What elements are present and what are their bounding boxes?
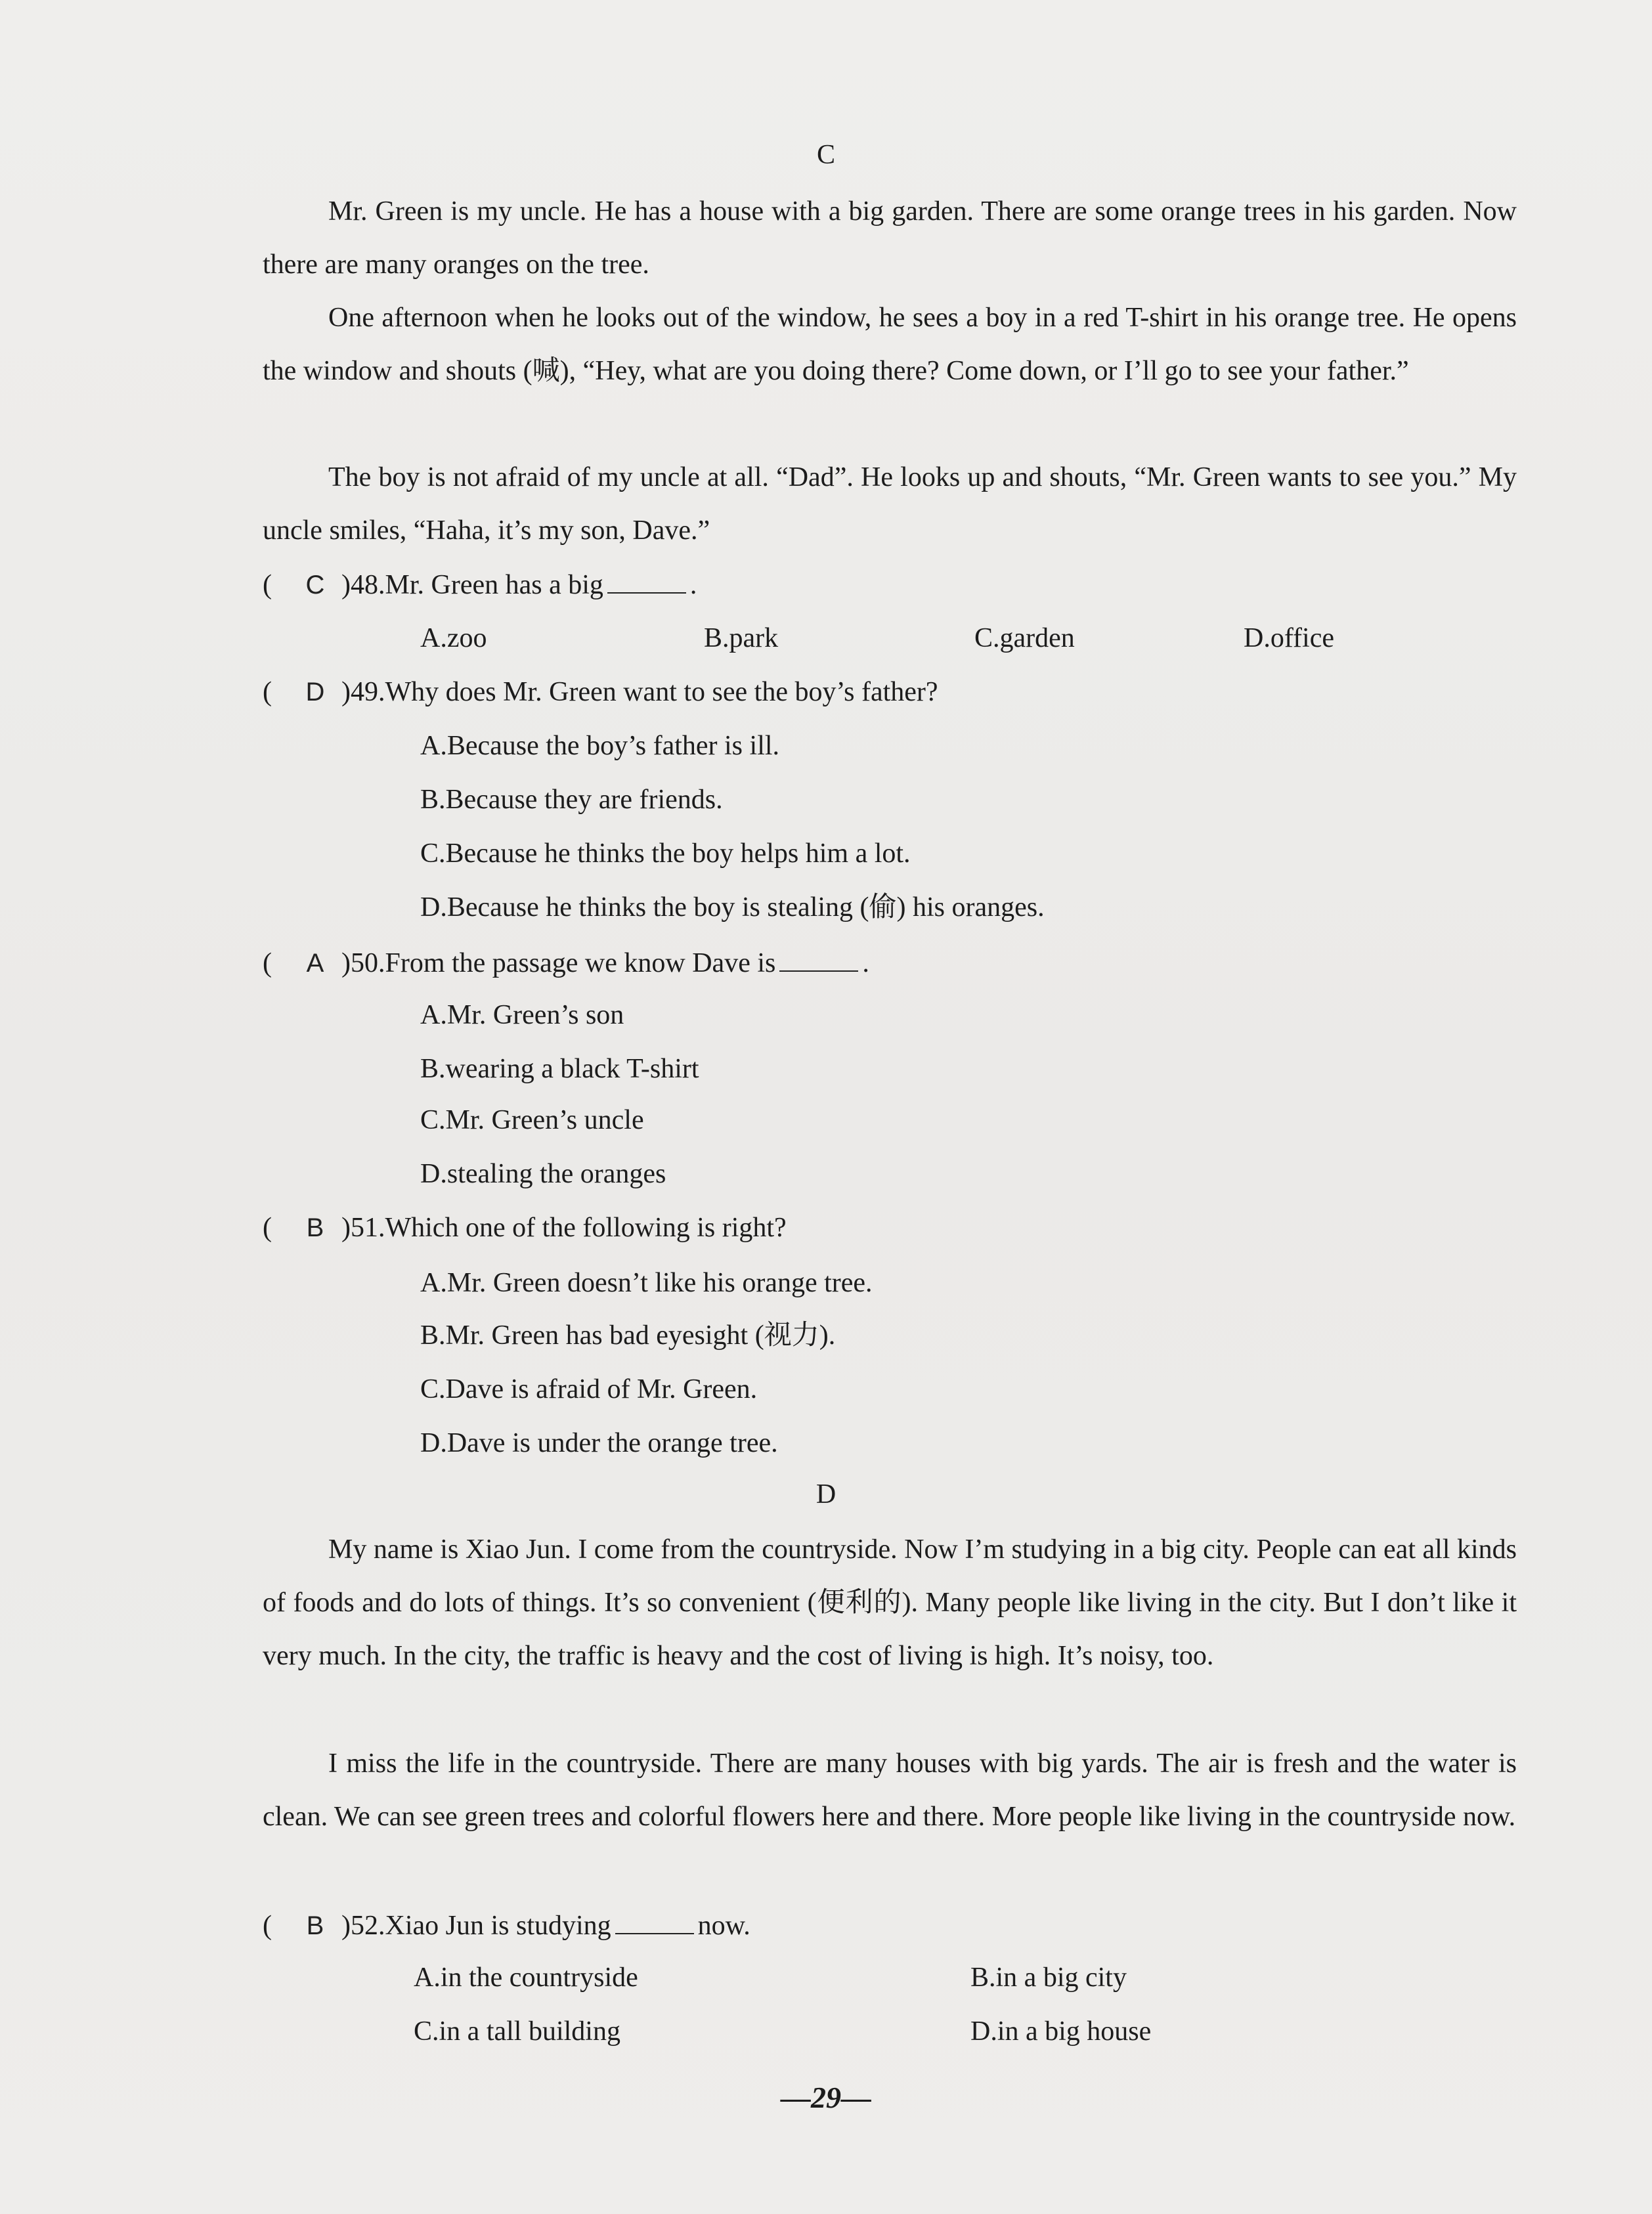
question-paren: ( — [263, 1213, 272, 1243]
answer-50: A — [306, 949, 324, 978]
option-48-c: C.garden — [974, 623, 1075, 653]
passage-c-paragraph-1: Mr. Green is my uncle. He has a house with a big garden. There are some orange trees in his garden. Now there are many oranges on the tree. — [263, 196, 1517, 280]
question-paren: ( — [263, 570, 272, 600]
passage-d-paragraph-2: I miss the life in the countryside. There are many houses with big yards. The air is fresh and the water is clean. We can see green trees and colorful flowers here and there. More people like living in the countryside now. — [263, 1748, 1517, 1832]
section-c-heading: C — [816, 140, 835, 170]
question-51-stem: )51.Which one of the following is right? — [341, 1213, 787, 1243]
question-48-stem: )48.Mr. Green has a big — [341, 570, 603, 600]
question-50-stem: )50.From the passage we know Dave is — [341, 948, 776, 978]
option-52-a: A.in the countryside — [414, 1963, 638, 1993]
option-50-d: D.stealing the oranges — [420, 1159, 666, 1189]
page-number: —29— — [781, 2081, 871, 2114]
passage-d-paragraph-1: My name is Xiao Jun. I come from the countryside. Now I’m studying in a big city. People can eat all kinds of foods and do lots of things. It’s so convenient (便利的). Many people like living in the city. But I don’t like it very much. In the city, the traffic is heavy and the cost of living is high. It’s noisy, too. — [263, 1534, 1517, 1671]
question-48-stem-end: . — [689, 570, 697, 600]
option-51-d: D.Dave is under the orange tree. — [420, 1428, 778, 1458]
answer-51: B — [306, 1213, 324, 1242]
question-paren: ( — [263, 677, 272, 707]
option-50-a: A.Mr. Green’s son — [420, 1000, 624, 1030]
option-52-d: D.in a big house — [970, 2016, 1152, 2047]
question-paren: ( — [263, 1911, 272, 1941]
option-50-b: B.wearing a black T-shirt — [420, 1054, 699, 1084]
option-49-c: C.Because he thinks the boy helps him a lot. — [420, 838, 911, 869]
section-d-heading: D — [815, 1479, 837, 1509]
question-52 — [263, 1904, 1517, 1943]
answer-52: B — [306, 1911, 324, 1940]
question-52-stem: )52.Xiao Jun is studying — [341, 1911, 611, 1941]
option-52-b: B.in a big city — [970, 1963, 1127, 1993]
option-49-b: B.Because they are friends. — [420, 785, 723, 815]
question-paren: ( — [263, 948, 272, 978]
answer-blank — [607, 563, 686, 594]
question-49 — [263, 672, 1517, 712]
option-51-b: B.Mr. Green has bad eyesight (视力). — [420, 1320, 836, 1351]
option-48-d: D.office — [1244, 623, 1334, 653]
answer-48: C — [305, 571, 325, 599]
answer-blank — [615, 1904, 694, 1934]
question-50 — [263, 942, 1517, 981]
passage-c-paragraph-2: One afternoon when he looks out of the window, he sees a boy in a red T-shirt in his orange tree. He opens the window and shouts (喊), “Hey, what are you doing there? Come down, or I’ll go to see your father.” — [263, 303, 1517, 386]
question-48 — [263, 563, 1517, 603]
question-51 — [263, 1208, 1517, 1248]
option-48-a: A.zoo — [420, 623, 487, 653]
option-52-c: C.in a tall building — [414, 2016, 620, 2047]
option-51-a: A.Mr. Green doesn’t like his orange tree. — [420, 1268, 873, 1298]
answer-49: D — [305, 678, 325, 706]
option-51-c: C.Dave is afraid of Mr. Green. — [420, 1374, 758, 1404]
option-50-c: C.Mr. Green’s uncle — [420, 1105, 644, 1135]
question-50-stem-end: . — [862, 948, 869, 978]
option-49-d: D.Because he thinks the boy is stealing (偷) his oranges. — [420, 892, 1045, 923]
answer-blank — [779, 942, 858, 972]
option-49-a: A.Because the boy’s father is ill. — [420, 731, 780, 761]
question-49-stem: )49.Why does Mr. Green want to see the boy’s father? — [341, 677, 938, 707]
question-52-stem-end: now. — [697, 1911, 750, 1941]
passage-c-paragraph-3: The boy is not afraid of my uncle at all. “Dad”. He looks up and shouts, “Mr. Green wants to see you.” My uncle smiles, “Haha, it’s my son, Dave.” — [263, 462, 1517, 546]
option-48-b: B.park — [704, 623, 779, 653]
